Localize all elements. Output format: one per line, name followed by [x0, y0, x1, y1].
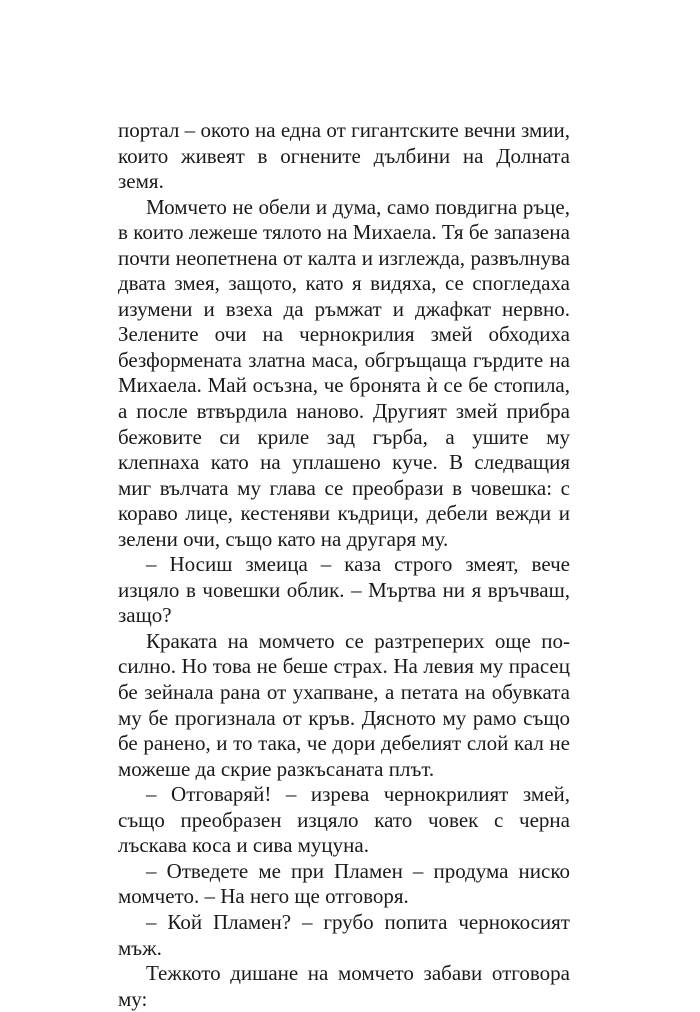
paragraph: портал – окото на една от гигантските вечни змии, които живеят в огнените дълбини на Долната земя. — [118, 118, 570, 194]
paragraph: Краката на момчето се разтреперих още по-силно. Но това не беше страх. На левия му прасец бе зейнала рана от ухапване, а петата на обувката му бе прогизнала от кръв. Дясното му рамо също бе ранено, и то така, че дори дебелият слой кал не можеше да скрие разкъсаната плът. — [118, 628, 570, 781]
body-text — [118, 118, 570, 1012]
paragraph: – Отведете ме при Пламен – продума ниско момчето. – На него ще отговоря. — [118, 858, 570, 909]
paragraph: – Носиш змеица – каза строго змеят, вече изцяло в човешки облик. – Мъртва ни я връчваш, защо? — [118, 552, 570, 628]
paragraph: Тежкото дишане на момчето забави отговора му: — [118, 961, 570, 1011]
paragraph: Момчето не обели и дума, само повдигна ръце, в които лежеше тялото на Михаела. Тя бе запазена почти неопетнена от калта и изглежда, развълнува двата змея, защото, като я видяха, се спогледаха изумени и взеха да ръмжат и джафкат нервно. Зелените очи на чернокрилия змей обходиха безформената златна маса, обгръщаща гърдите на Михаела. Май осъзна, че бронята ѝ се бе стопила, а после втвърдила наново. Другият змей прибра бежовите си криле зад гърба, а ушите му клепнаха като на уплашено куче. В следващия миг вълчата му глава се преобрази в човешка: с кораво лице, кестеняви къдрици, дебели вежди и зелени очи, също като на другаря му. — [118, 194, 570, 551]
paragraph: – Отговаряй! – изрева чернокрилият змей, също преобразен изцяло като човек с черна лъскава коса и сива муцуна. — [118, 782, 570, 858]
paragraph: – Кой Пламен? – грубо попита чернокосият мъж. — [118, 909, 570, 960]
